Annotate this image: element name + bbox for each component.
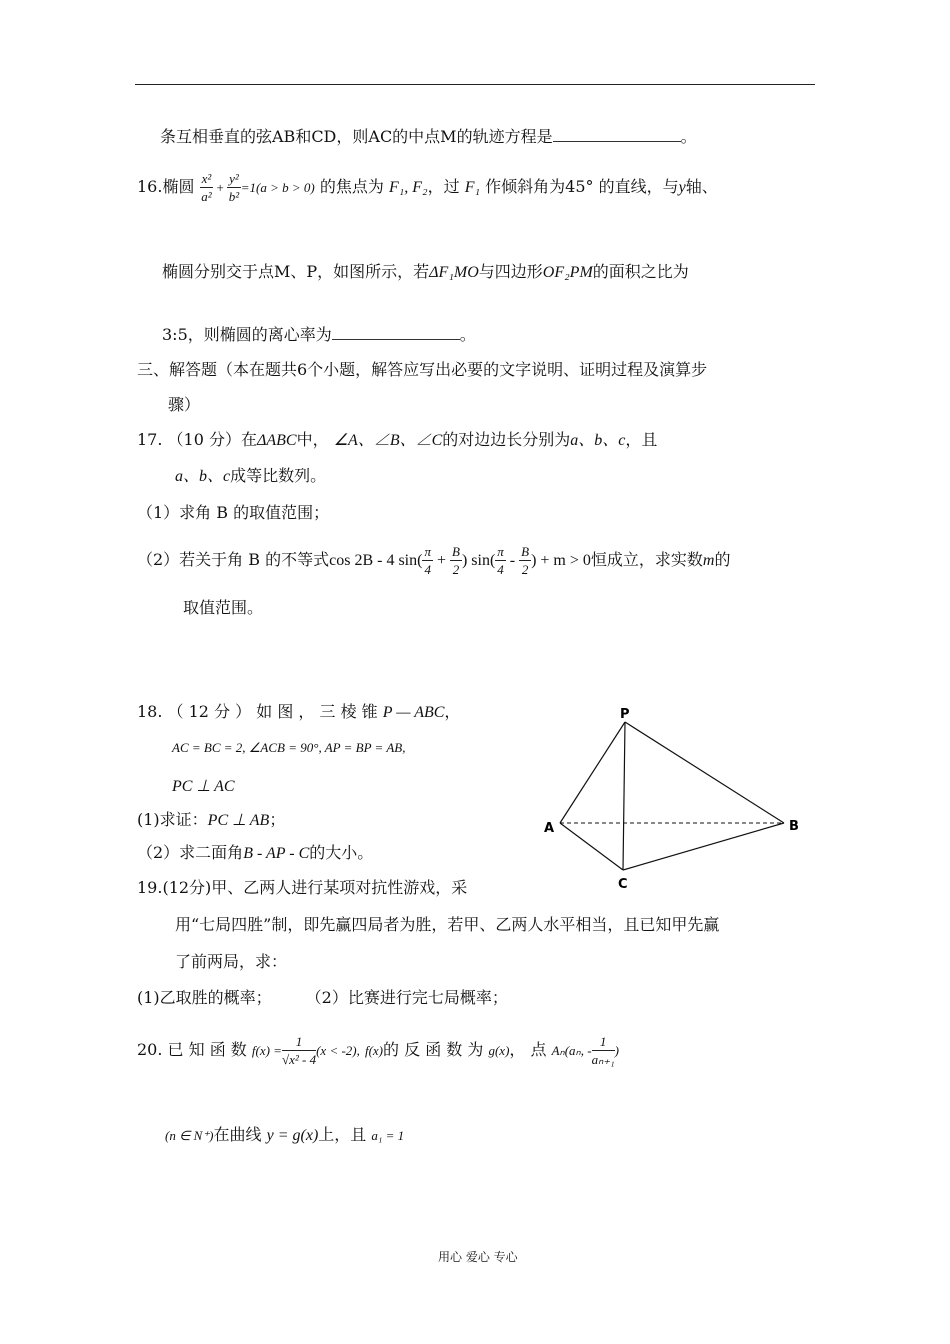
triangle-f1mo: ΔF₁MO [429,264,479,281]
edge-ac [560,823,623,870]
q18-pc-ac: PC ⊥ AC [172,778,235,795]
frac-b-2: $\frac{B}{2}$ [452,544,460,577]
q16-text-e: 轴、 [685,177,718,196]
q16-line2 [162,262,689,282]
close-paren: ) [614,1043,619,1058]
section3-heading: 三、解答题（本在题共6个小题，解答应写出必要的文字说明、证明过程及演算步 [137,360,708,379]
q18-2c: 的大小。 [309,843,374,862]
q16-line3 [162,325,476,344]
q16-period: 。 [459,325,476,344]
inequality-tail: ) + m > 0 [531,552,591,569]
q19-part2: （2）比赛进行完七局概率； [305,988,508,1007]
q17-e: 成等比数列。 [230,466,327,485]
q20-e: 上，且 [318,1125,367,1144]
label-c: C [618,877,628,892]
edge-pa [560,722,625,823]
q17-b: 中， [296,430,329,449]
q17-line2 [175,466,326,486]
point-an: Aₙ(aₙ, - [551,1043,592,1058]
q15-period: 。 [680,127,697,146]
q16-text-a: 椭圆 [162,177,195,196]
q20-a: 20. 已 知 函 数 [137,1040,247,1059]
q18-b: ， [444,702,461,721]
q20-line1 [137,1035,619,1066]
a1-value: a₁ = 1 [371,1128,405,1143]
header-rule [135,84,815,85]
quad-of2pm: OF₂PM [542,264,593,281]
focus-f1: F₁ [464,179,481,196]
frac-inv-sqrt: $\frac{1}{\text{√x² - 4}}$ [281,1034,317,1067]
pyramid-figure [540,700,810,900]
q16-text-c: ，过 [427,177,460,196]
q17-c: 的对边边长分别为 [442,430,571,449]
dihedral-angle: B - AP - C [243,845,310,862]
q15-text: 条互相垂直的弦AB和CD，则AC的中点M的轨迹方程是 [160,127,553,146]
q16-l2a: 椭圆分别交于点M、P，如图所示，若 [162,262,430,281]
q18-conditions: AC = BC = 2, ∠ACB = 90°, AP = BP = AB, [172,740,406,755]
q18-part2 [137,843,373,863]
sides: a、b、c [570,432,626,449]
q16-number: 16. [137,177,163,196]
q17-2c: 的 [714,550,731,569]
answer-blank[interactable] [553,127,681,142]
q20-line2 [165,1125,404,1145]
frac-inv-an1: $\frac{1}{\text{aₙ₊₁}}$ [591,1034,615,1067]
triangle-abc: ΔABC [256,432,297,449]
inequality-lead: cos 2B - 4 sin( [329,552,423,569]
q18-line1 [137,702,460,722]
q18-1c: ； [269,810,286,829]
section3-heading-cont: 骤） [168,395,201,414]
curve: y = g(x) [266,1127,319,1144]
ellipse-rest: =1(a > b > 0) [240,180,315,195]
q16-l2b: 与四边形 [478,262,543,281]
edge-pc [623,722,625,870]
q16-line1: 16.椭圆 $\frac{\text{x²}}{\text{a²}}$ + $\frac{\text{y²}}{\text{b²}}$ =1(a > b > 0) 的焦点为 F₁, F₂，过 F₁ 作倾斜角为45° 的直线，与y轴、 [137,171,718,204]
edge-cb [623,823,784,870]
q17-line1 [137,430,657,450]
angles: ∠A、∠B、∠C [333,432,443,449]
page-footer: 用心 爱心 专心 [438,1250,518,1264]
q20-d: 在曲线 [213,1125,262,1144]
q19-line3: 了前两局，求： [175,952,288,971]
q18-pc-ab: PC ⊥ AB [207,812,270,829]
q18-a: 18. （ 12 分 ） 如 图 ， 三 棱 锥 [137,702,378,721]
n-in-N: (n ∈ N⁺) [165,1128,214,1143]
ellipse-frac-x: $\frac{\text{x²}}{\text{a²}}$ [201,171,212,204]
q16-l2c: 的面积之比为 [592,262,689,281]
frac-pi-4: $\frac{\pi}{4}$ [424,544,431,577]
ellipse-frac-y: $\frac{\text{y²}}{\text{b²}}$ [228,171,240,204]
q16-text-b: 的焦点为 [319,177,384,196]
q16-l3: 3:5，则椭圆的离心率为 [162,325,332,344]
label-b: B [789,819,799,834]
q18-part1 [137,810,285,830]
q18-2a: （2）求二面角 [137,843,244,862]
q20-b: 的 反 函 数 为 [383,1040,484,1059]
q18-1a: (1)求证： [137,810,208,829]
frac-b-2: $\frac{B}{2}$ [521,544,530,577]
q19-line1: 19.(12分)甲、乙两人进行某项对抗性游戏，采 [137,878,468,897]
domain: (x < -2), [316,1043,360,1058]
q17-part2: （2）若关于角 B 的不等式cos 2B - 4 sin( $\frac{\pi}{4}$ + $\frac{B}{2}$ ) sin( $\frac{\pi}{4}$ - $\frac{B}{2}$ ) + m > 0恒成立，求实数m的 [137,544,731,577]
func-f2: f(x) [364,1043,384,1058]
pyramid-pabc: P — ABC [382,704,445,721]
q17-2a: （2）若关于角 B 的不等式 [137,550,330,569]
label-a: A [544,821,555,836]
answer-blank[interactable] [332,325,460,340]
func-f: f(x) = [251,1043,282,1058]
q16-text-d: 作倾斜角为45° 的直线，与 [485,177,679,196]
q19-line2: 用“七局四胜”制，即先赢四局者为胜，若甲、乙两人水平相当，且已知甲先赢 [175,915,720,934]
sides: a、b、c [175,468,231,485]
q17-d: ，且 [625,430,658,449]
q20-c: ， 点 [509,1040,547,1059]
func-g: g(x) [488,1043,510,1058]
q15-continuation [160,127,697,146]
q19-parts [137,988,508,1007]
y-axis: y [678,179,686,196]
foci: F₁, F₂ [388,179,428,196]
q17-a: 17. （10 分）在 [137,430,257,449]
edge-pb [625,722,784,823]
q17-2b: 恒成立，求实数 [590,550,703,569]
var-m: m [702,552,715,569]
q19-part1: (1)乙取胜的概率； [137,988,272,1007]
q17-part2-cont: 取值范围。 [183,598,264,617]
frac-pi-4: $\frac{\pi}{4}$ [497,544,504,577]
q17-part1: （1）求角 B 的取值范围； [137,503,330,522]
label-p: P [620,707,630,722]
